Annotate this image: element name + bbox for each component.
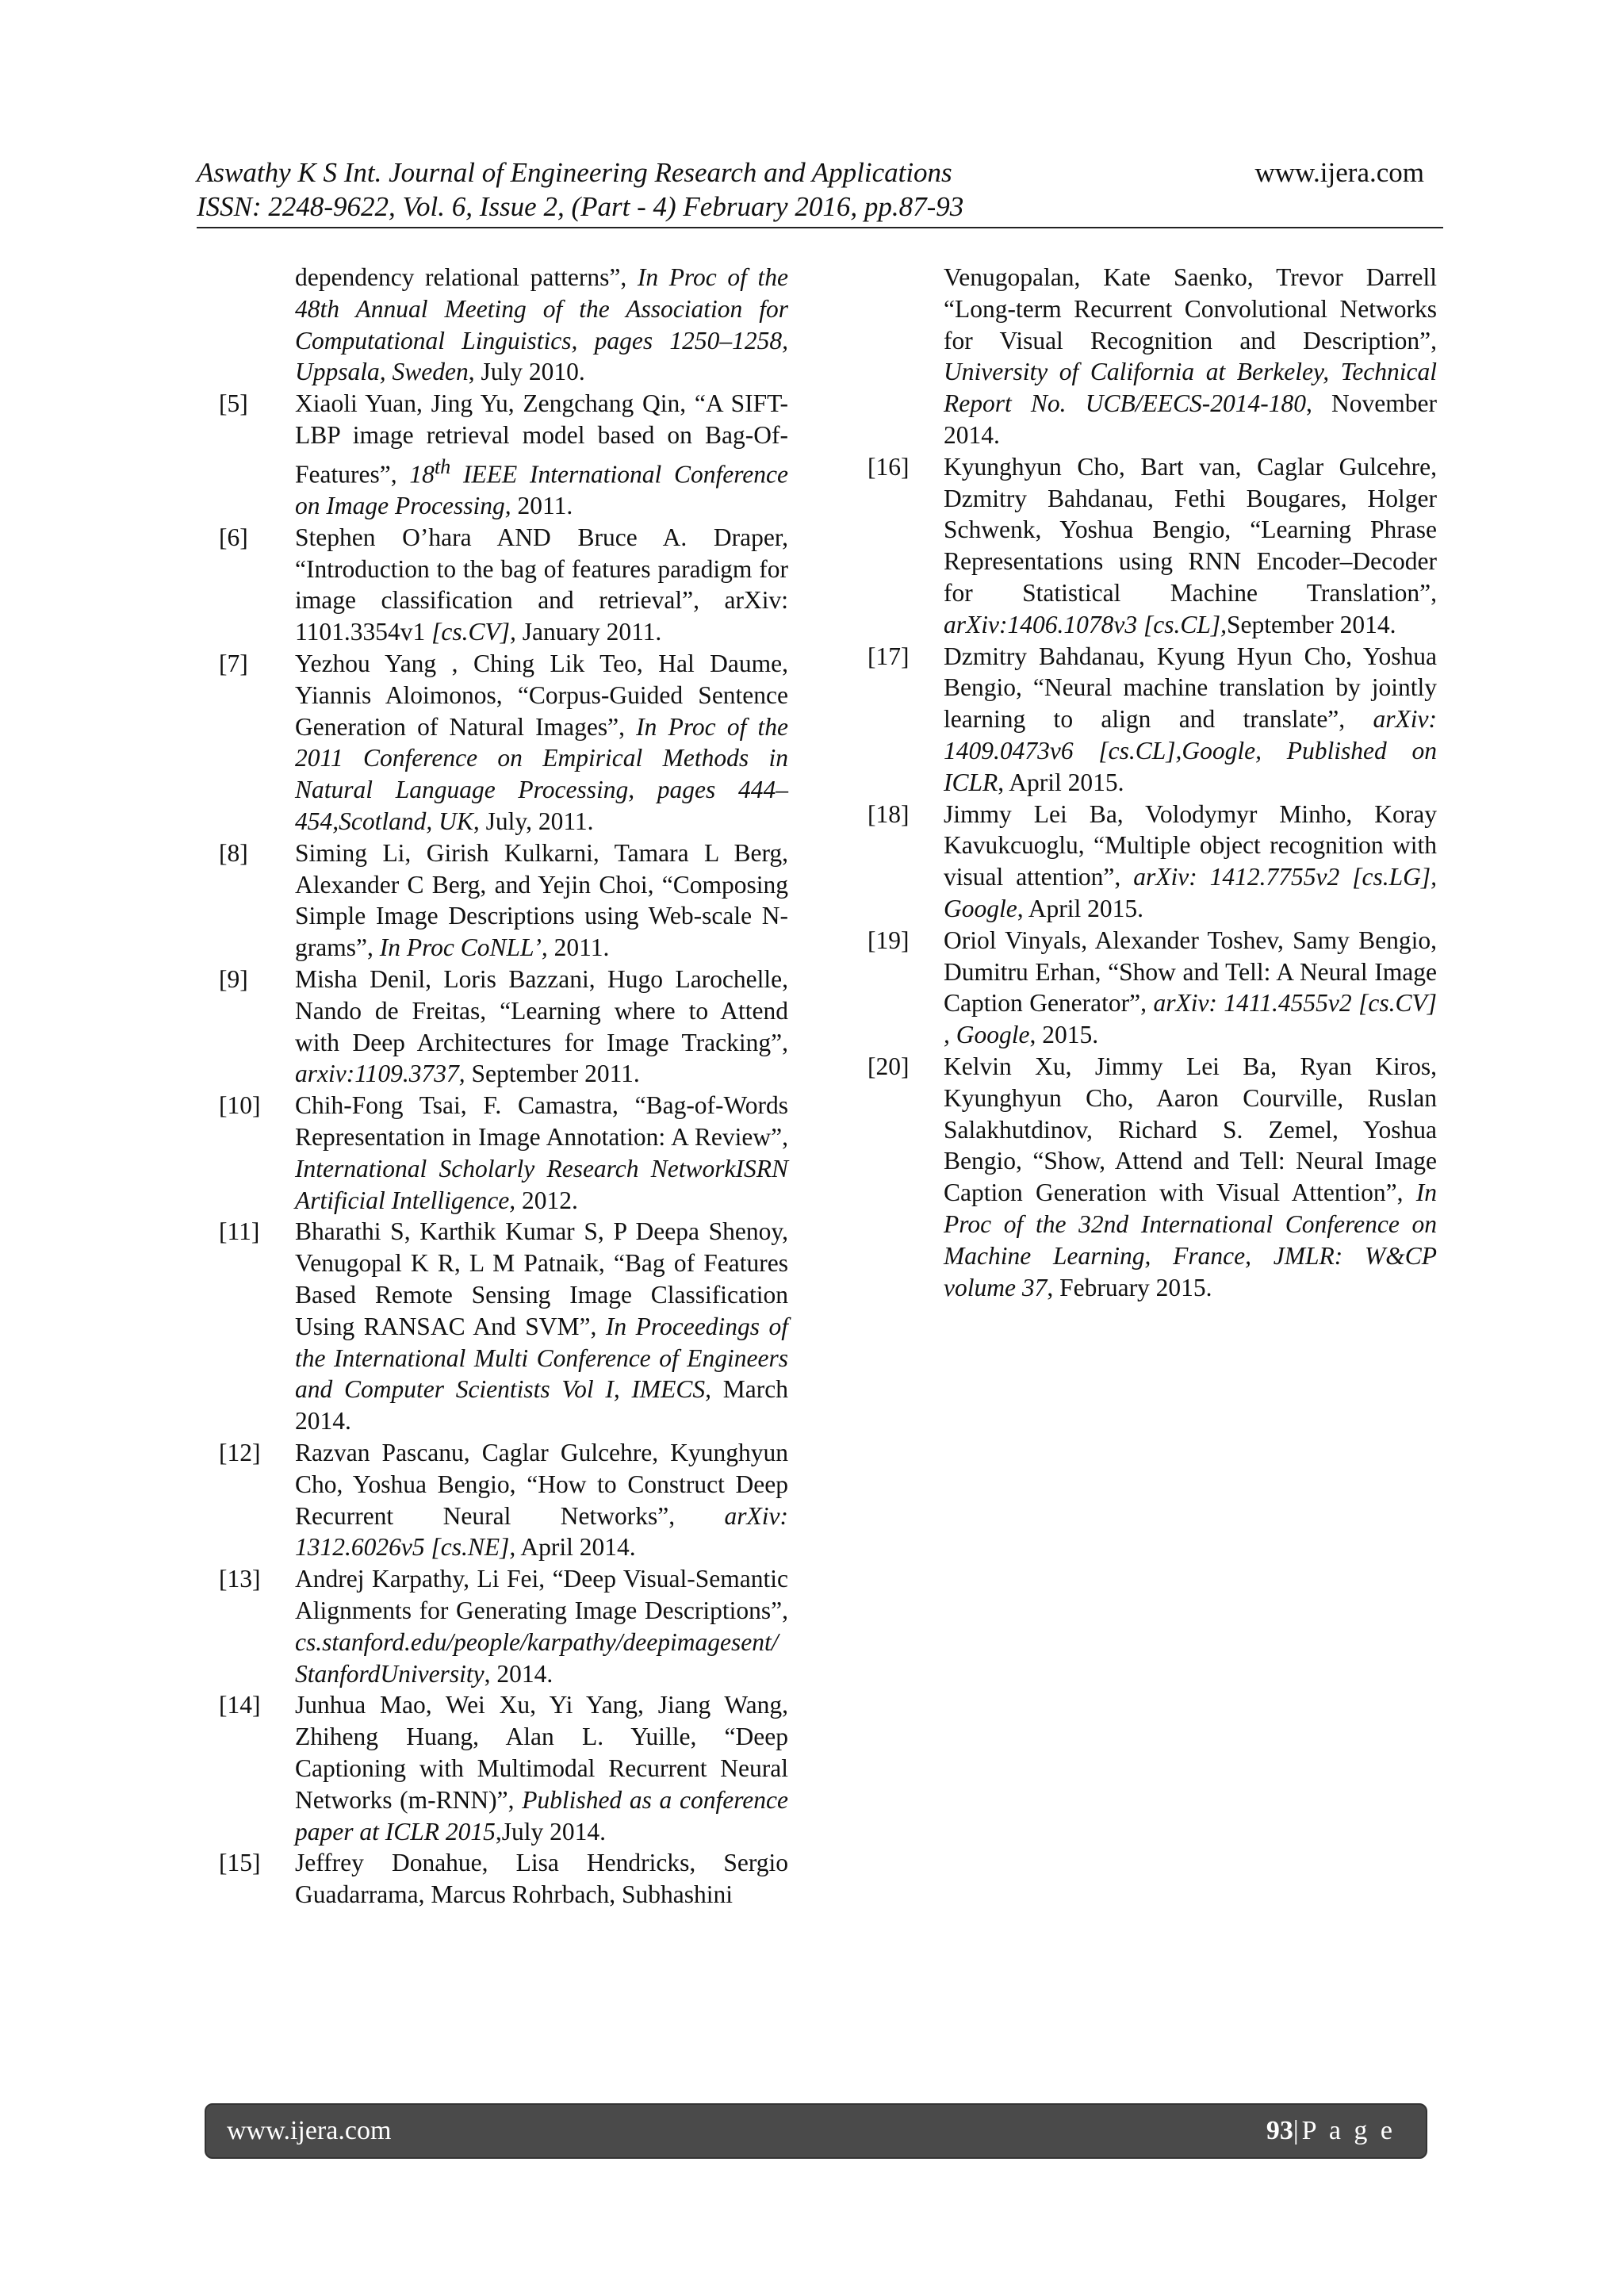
reference-number: [9] (219, 965, 248, 994)
reference-17 (868, 641, 1437, 799)
reference-15 (219, 1847, 788, 1911)
reference-9 (219, 964, 788, 1090)
issn-line: ISSN: 2248-9622, Vol. 6, Issue 2, (Part - 4) February 2016, pp.87-93 (197, 191, 964, 222)
reference-number: [11] (219, 1217, 260, 1246)
reference-number: [14] (219, 1691, 261, 1719)
reference-text: Jimmy Lei Ba, Volodymyr Minho, Koray Kavukcuoglu, “Multiple object recognition with visual attention”, arXiv: 1412.7755v2 [cs.LG], Google, April 2015. (944, 799, 1437, 922)
reference-11 (219, 1216, 788, 1437)
reference-text: Kelvin Xu, Jimmy Lei Ba, Ryan Kiros, Kyunghyun Cho, Aaron Courville, Ruslan Salakhutdinov, Richard S. Zemel, Yoshua Bengio, “Show, Attend and Tell: Neural Image Caption Generation with Visual Attention”, In Proc of the 32nd International Conference on Machine Learning, France, JMLR: W&CP volume 37, February 2015. (944, 1052, 1437, 1301)
reference-7 (219, 648, 788, 838)
page-number: 93|P a g e (1266, 2116, 1396, 2145)
reference-text: Xiaoli Yuan, Jing Yu, Zengchang Qin, “A SIFT-LBP image retrieval model based on Bag-Of-Features”, 18th IEEE International Conference on Image Processing, 2011. (295, 389, 788, 520)
reference-text: Chih-Fong Tsai, F. Camastra, “Bag-of-Words Representation in Image Annotation: A Review”, International Scholarly Research NetworkISRN Artificial Intelligence, 2012. (295, 1091, 788, 1214)
reference-text: Andrej Karpathy, Li Fei, “Deep Visual-Semantic Alignments for Generating Image Descriptions”,cs.stanford.edu/people/karpathy/deepimagesent/StanfordUniversity, 2014. (295, 1565, 788, 1688)
reference-number: [8] (219, 838, 248, 867)
reference-text: Yezhou Yang , Ching Lik Teo, Hal Daume, Yiannis Aloimonos, “Corpus-Guided Sentence Generation of Natural Images”, In Proc of the 2011 Conference on Empirical Methods in Natural Language Processing, pages 444–454,Scotland, UK, July, 2011. (295, 650, 788, 836)
reference-continuation: dependency relational patterns”, In Proc of the 48th Annual Meeting of the Association for Computational Linguistics, pages 1250–1258, Uppsala, Sweden, July 2010. (295, 263, 788, 386)
reference-text: Kyunghyun Cho, Bart van, Caglar Gulcehre, Dzmitry Bahdanau, Fethi Bougares, Holger Schwenk, Yoshua Bengio, “Learning Phrase Representations using RNN Encoder–Decoder for Statistical Machine Translation”, arXiv:1406.1078v3 [cs.CL],September 2014. (944, 452, 1437, 638)
reference-19 (868, 925, 1437, 1051)
reference-text: Razvan Pascanu, Caglar Gulcehre, Kyunghyun Cho, Yoshua Bengio, “How to Construct Deep Recurrent Neural Networks”, arXiv: 1312.6026v5 [cs.NE], April 2014. (295, 1438, 788, 1562)
reference-text: Junhua Mao, Wei Xu, Yi Yang, Jiang Wang, Zhiheng Huang, Alan L. Yuille, “Deep Captioning with Multimodal Recurrent Neural Networks (m-RNN)”, Published as a conference paper at ICLR 2015,July 2014. (295, 1691, 788, 1846)
reference-5 (219, 388, 788, 522)
journal-title: Aswathy K S Int. Journal of Engineering Research and Applications (197, 157, 952, 188)
reference-text: Dzmitry Bahdanau, Kyung Hyun Cho, Yoshua Bengio, “Neural machine translation by jointly learning to align and translate”, arXiv: 1409.0473v6 [cs.CL],Google, Published on ICLR, April 2015. (944, 642, 1437, 796)
reference-text: Oriol Vinyals, Alexander Toshev, Samy Bengio, Dumitru Erhan, “Show and Tell: A Neural Image Caption Generator”, arXiv: 1411.4555v2 [cs.CV] , Google, 2015. (944, 926, 1437, 1049)
journal-url[interactable]: www.ijera.com (1254, 157, 1424, 188)
reference-text: Bharathi S, Karthik Kumar S, P Deepa Shenoy, Venugopal K R, L M Patnaik, “Bag of Features Based Remote Sensing Image Classification Using RANSAC And SVM”, In Proceedings of the International Multi Conference of Engineers and Computer Scientists Vol I, IMECS, March 2014. (295, 1217, 788, 1435)
reference-number: [15] (219, 1849, 261, 1877)
page-footer (205, 2103, 1427, 2159)
reference-number: [17] (868, 642, 910, 670)
footer-url[interactable]: www.ijera.com (227, 2116, 392, 2145)
reference-continuation: Venugopalan, Kate Saenko, Trevor Darrell “Long-term Recurrent Convolutional Networks for Visual Recognition and Description”, University of California at Berkeley, Technical Report No. UCB/EECS-2014-180, November 2014. (944, 263, 1438, 449)
reference-number: [10] (219, 1091, 261, 1120)
reference-text: Siming Li, Girish Kulkarni, Tamara L Berg, Alexander C Berg, and Yejin Choi, “Composing Simple Image Descriptions using Web-scale N-grams”, In Proc CoNLL’, 2011. (295, 838, 788, 962)
reference-number: [6] (219, 523, 248, 551)
reference-number: [13] (219, 1565, 261, 1593)
reference-number: [16] (868, 452, 910, 481)
reference-13 (219, 1563, 788, 1689)
reference-number: [20] (868, 1052, 910, 1080)
reference-12 (219, 1437, 788, 1563)
reference-18 (868, 799, 1437, 925)
reference-14 (219, 1689, 788, 1847)
left-column (219, 262, 788, 1911)
reference-number: [18] (868, 799, 910, 828)
reference-text: Stephen O’hara AND Bruce A. Draper, “Introduction to the bag of features paradigm for image classification and retrieval”, arXiv: 1101.3354v1 [cs.CV], January 2011. (295, 523, 788, 646)
reference-8 (219, 838, 788, 964)
reference-10 (219, 1090, 788, 1216)
reference-6 (219, 522, 788, 648)
reference-text: Jeffrey Donahue, Lisa Hendricks, Sergio Guadarrama, Marcus Rohrbach, Subhashini (295, 1849, 788, 1909)
reference-16 (868, 451, 1437, 641)
reference-20 (868, 1051, 1437, 1303)
reference-number: [12] (219, 1438, 261, 1466)
right-column (868, 262, 1437, 1303)
header-divider (197, 227, 1443, 228)
reference-number: [5] (219, 389, 248, 418)
reference-text: Misha Denil, Loris Bazzani, Hugo Larochelle, Nando de Freitas, “Learning where to Attend with Deep Architectures for Image Tracking”, arxiv:1109.3737, September 2011. (295, 965, 788, 1088)
reference-number: [7] (219, 650, 248, 678)
page-header (197, 155, 1434, 224)
reference-number: [19] (868, 926, 910, 954)
